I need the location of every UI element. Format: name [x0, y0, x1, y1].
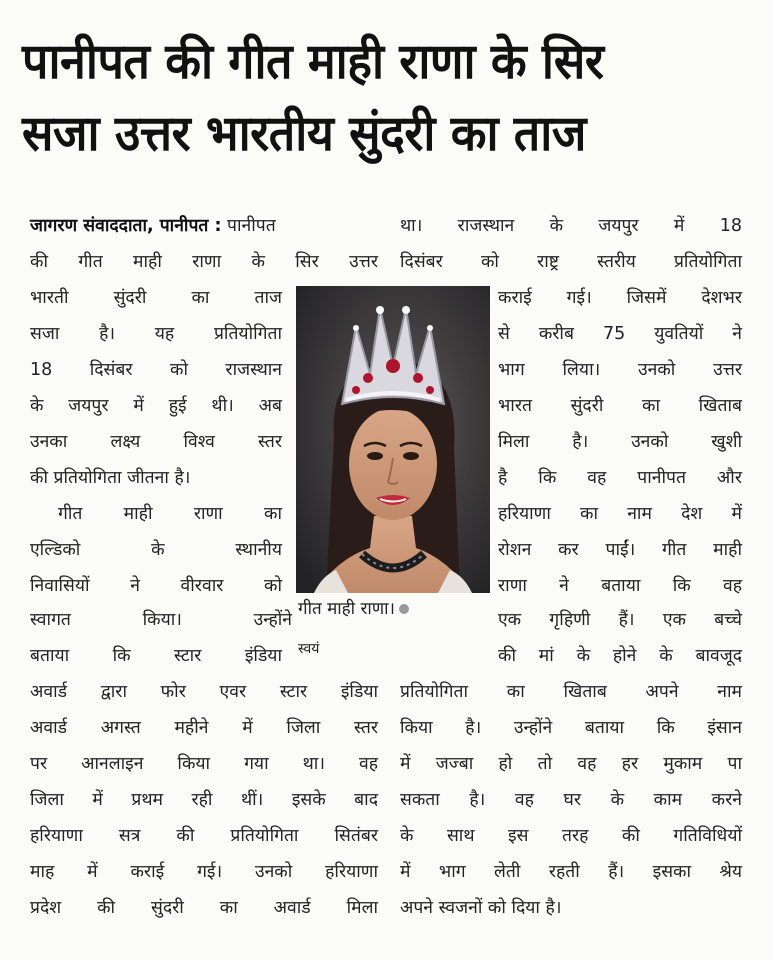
right-line-10: रोशन कर पाईं। गीत माही — [498, 540, 742, 560]
right-line-15: किया है। उन्होंने बताया कि इंसान — [400, 718, 742, 738]
left-line-1: पानीपत — [227, 216, 276, 236]
left-line-10: एल्डिको के स्थानीय — [30, 540, 282, 560]
headline — [22, 26, 716, 170]
portrait-photo — [296, 286, 490, 593]
right-line-1: था। राजस्थान के जयपुर में 18 — [400, 216, 742, 236]
right-line-5: भाग लिया। उनको उत्तर — [498, 360, 742, 380]
headline-line-1: पानीपत की गीत माही राणा के सिर — [22, 33, 604, 90]
right-line-9: हरियाणा का नाम देश में — [498, 504, 742, 524]
left-line-6: के जयपुर में हुई थी। अब — [30, 396, 282, 416]
byline-row — [30, 216, 385, 236]
right-line-2: दिसंबर को राष्ट्र स्तरीय प्रतियोगिता — [400, 252, 742, 272]
headline-line-2: सजा उत्तर भारतीय सुंदरी का ताज — [22, 105, 586, 162]
left-line-13: बताया कि स्टार इंडिया — [30, 646, 282, 666]
left-line-4: सजा है। यह प्रतियोगिता — [30, 324, 282, 344]
byline: जागरण संवाददाता, पानीपत : — [30, 216, 222, 236]
right-line-16: में जज्बा हो तो वह हर मुकाम पा — [400, 754, 742, 774]
right-line-6: भारत सुंदरी का खिताब — [498, 396, 742, 416]
photo-caption-text: गीत माही राणा। — [298, 599, 395, 619]
right-line-20: अपने स्वजनों को दिया है। — [400, 898, 562, 918]
right-line-11: राणा ने बताया कि वह — [498, 576, 742, 596]
photo-credit: स्वयं — [298, 641, 320, 657]
left-line-8: की प्रतियोगिता जीतना है। — [30, 468, 191, 488]
left-line-2: की गीत माही राणा के सिर उत्तर — [30, 252, 378, 272]
left-line-19: माह में कराई गई। उनको हरियाणा — [30, 862, 378, 882]
photo-caption — [298, 599, 448, 619]
left-line-15: अवार्ड अगस्त महीने में जिला स्तर — [30, 718, 378, 738]
left-line-7: उनका लक्ष्य विश्व स्तर — [30, 432, 282, 452]
right-line-3: कराई गई। जिसमें देशभर — [498, 288, 742, 308]
left-line-9: गीत माही राणा का — [58, 504, 282, 524]
right-line-14: प्रतियोगिता का खिताब अपने नाम — [400, 682, 742, 702]
left-line-11: निवासियों ने वीरवार को — [30, 576, 282, 596]
left-line-17: जिला में प्रथम रही थीं। इसके बाद — [30, 790, 378, 810]
right-line-13: की मां के होने के बावजूद — [498, 646, 742, 666]
right-line-17: सकता है। वह घर के काम करने — [400, 790, 742, 810]
right-line-4: से करीब 75 युवतियों ने — [498, 324, 742, 344]
right-line-18: के साथ इस तरह की गतिविधियों — [400, 826, 742, 846]
right-line-12: एक गृहिणी हैं। एक बच्चे — [498, 610, 742, 630]
left-line-18: हरियाणा सत्र की प्रतियोगिता सितंबर — [30, 826, 378, 846]
left-line-14: अवार्ड द्वारा फोर एवर स्टार इंडिया — [30, 682, 378, 702]
right-line-19: में भाग लेती रहती हैं। इसका श्रेय — [400, 862, 742, 882]
portrait-illustration — [296, 286, 490, 593]
left-line-16: पर आनलाइन किया गया था। वह — [30, 754, 378, 774]
left-line-5: 18 दिसंबर को राजस्थान — [30, 360, 282, 380]
right-line-7: मिला है। उनको खुशी — [498, 432, 742, 452]
caption-dot-icon — [399, 604, 409, 614]
right-line-8: है कि वह पानीपत और — [498, 468, 742, 488]
left-line-12: स्वागत किया। उन्होंने — [30, 610, 292, 630]
left-line-3: भारती सुंदरी का ताज — [30, 288, 282, 308]
left-line-20: प्रदेश की सुंदरी का अवार्ड मिला — [30, 898, 378, 918]
